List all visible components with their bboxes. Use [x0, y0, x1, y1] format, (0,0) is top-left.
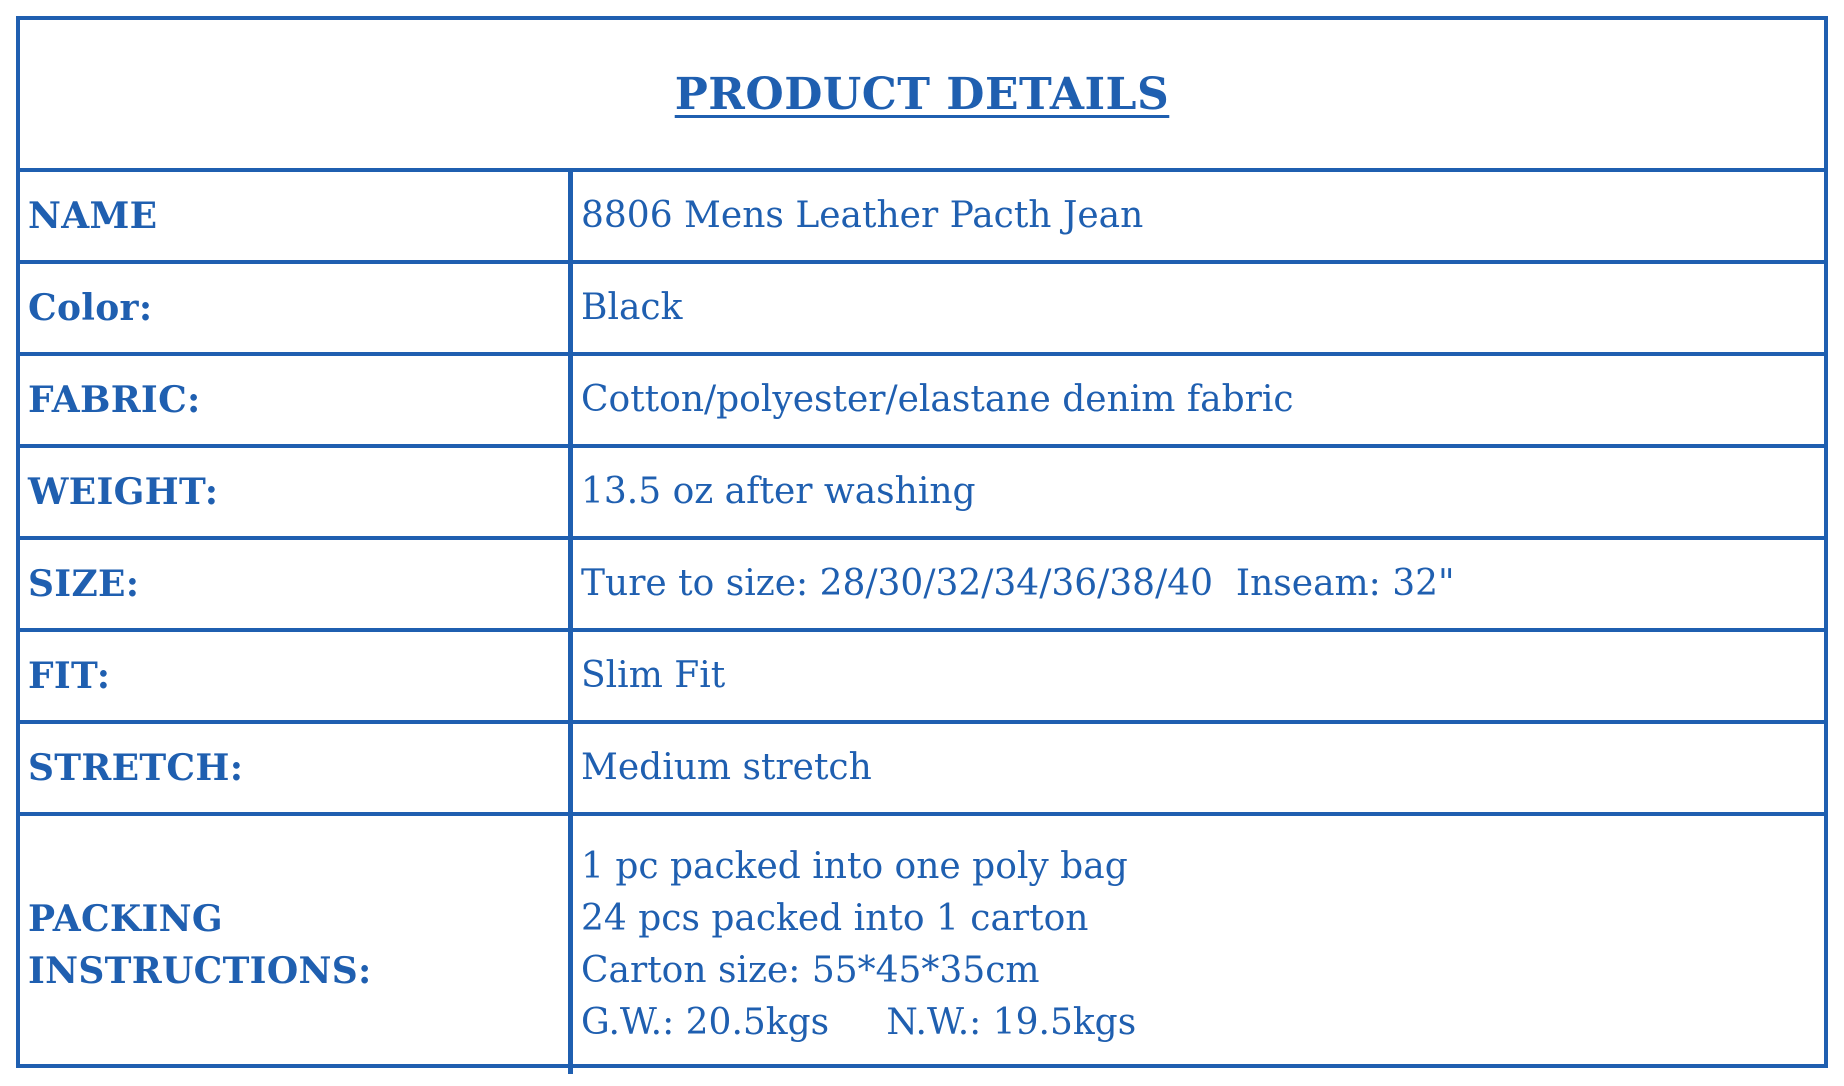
row-value: Slim Fit	[581, 655, 726, 696]
row-label: FABRIC:	[20, 356, 573, 444]
packing-line: 1 pc packed into one poly bag	[581, 846, 1128, 887]
table-row-fit	[20, 632, 1824, 724]
row-label: NAME	[20, 172, 573, 260]
row-label: STRETCH:	[20, 724, 573, 812]
table-row-color	[20, 264, 1824, 356]
packing-label-line2: INSTRUCTIONS:	[28, 950, 372, 992]
packing-line: Carton size: 55*45*35cm	[581, 950, 1040, 991]
table-row-name	[20, 172, 1824, 264]
product-details-table	[16, 16, 1828, 1068]
row-value: 8806 Mens Leather Pacth Jean	[581, 195, 1144, 236]
row-value: 13.5 oz after washing	[581, 471, 976, 512]
row-label: FIT:	[20, 632, 573, 720]
packing-instructions	[573, 816, 1824, 1074]
packing-line: G.W.: 20.5kgs N.W.: 19.5kgs	[581, 1002, 1137, 1043]
row-label: SIZE:	[20, 540, 573, 628]
row-value: Cotton/polyester/elastane denim fabric	[581, 379, 1294, 420]
row-label: WEIGHT:	[20, 448, 573, 536]
table-row-fabric	[20, 356, 1824, 448]
packing-line: 24 pcs packed into 1 carton	[581, 898, 1089, 939]
row-value: Black	[581, 287, 683, 328]
row-label: Color:	[20, 264, 573, 352]
title-row	[20, 20, 1824, 172]
table-row-packing	[20, 816, 1824, 1074]
table-row-size	[20, 540, 1824, 632]
packing-label-line1: PACKING	[28, 898, 223, 940]
row-value: Medium stretch	[581, 747, 872, 788]
table-row-weight	[20, 448, 1824, 540]
table-title: PRODUCT DETAILS	[674, 68, 1170, 120]
row-value: Ture to size: 28/30/32/34/36/38/40 Inseam: 32"	[581, 563, 1455, 604]
table-row-stretch	[20, 724, 1824, 816]
row-label	[20, 816, 573, 1074]
